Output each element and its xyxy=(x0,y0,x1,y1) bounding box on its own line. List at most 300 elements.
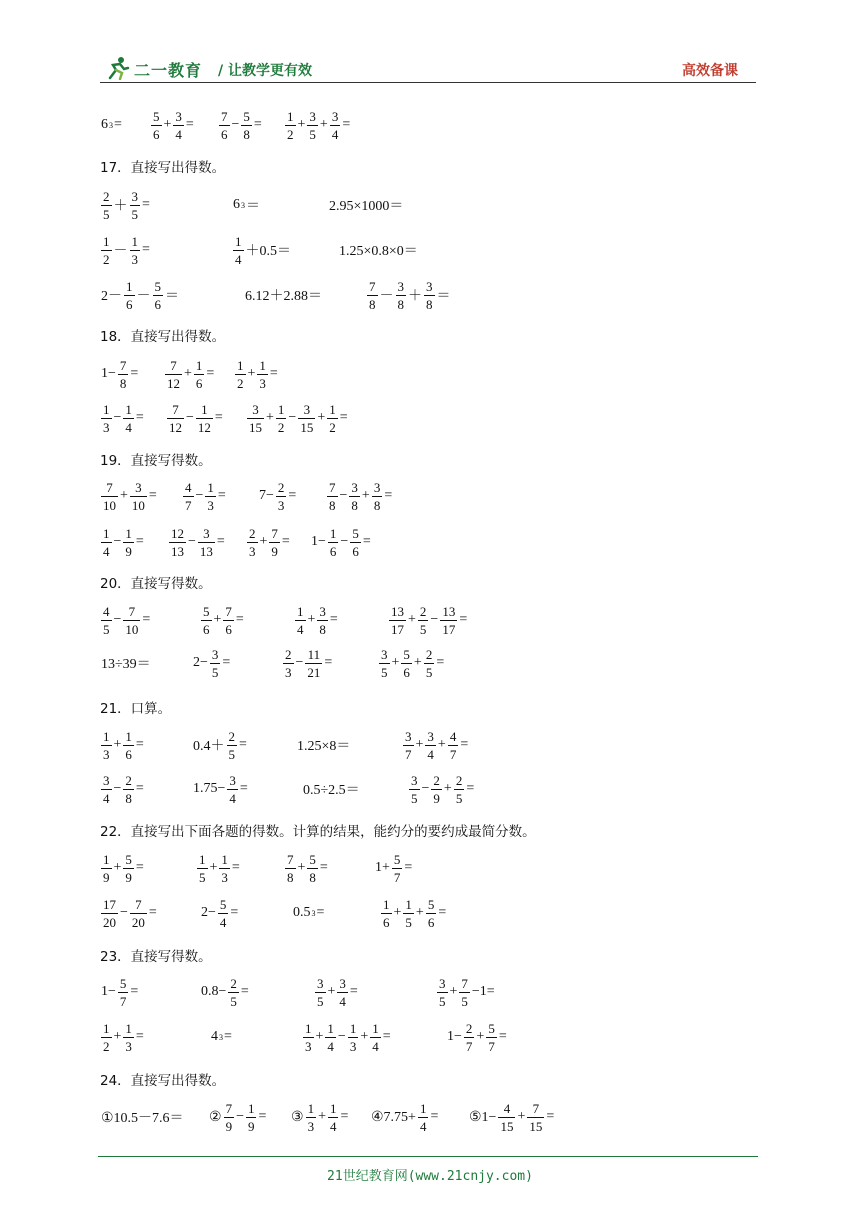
math-problem xyxy=(326,476,393,516)
logo-runner-icon xyxy=(104,56,130,80)
numerator: 3 xyxy=(405,728,412,744)
math-problem xyxy=(166,398,224,438)
fraction xyxy=(418,605,429,636)
math-text: = xyxy=(216,534,225,549)
math-text: − xyxy=(195,488,204,503)
math-problem xyxy=(468,1097,555,1137)
math-text: + xyxy=(259,534,268,549)
footer-text: 21世纪教育网(www.21cnjy.com) xyxy=(327,1169,533,1184)
math-text: 4 xyxy=(211,1029,218,1044)
numerator: 1 xyxy=(287,108,294,124)
math-text: 1.25×8＝ xyxy=(297,739,351,754)
math-text: + xyxy=(163,117,172,132)
denominator: 20 xyxy=(131,914,145,930)
math-text: − xyxy=(288,410,297,425)
denominator: 20 xyxy=(103,914,116,930)
math-text: = xyxy=(235,612,244,627)
fraction xyxy=(295,605,306,636)
section-title: 19．直接写得数。 xyxy=(100,453,212,469)
numerator: 2 xyxy=(433,772,440,788)
numerator: 7 xyxy=(369,278,376,294)
denominator: 7 xyxy=(119,993,127,1009)
math-problem xyxy=(100,893,158,933)
math-problem xyxy=(314,972,359,1012)
numerator: 3 xyxy=(131,188,138,204)
numerator: 7 xyxy=(170,357,177,373)
math-text: = xyxy=(546,1109,555,1124)
denominator: 8 xyxy=(329,497,336,513)
numerator: 5 xyxy=(427,896,435,912)
numerator: 2 xyxy=(125,772,132,788)
fraction xyxy=(151,110,162,141)
numerator: 1 xyxy=(259,357,266,373)
math-text: + xyxy=(317,410,326,425)
numerator: 3 xyxy=(381,646,388,662)
numerator: 1 xyxy=(103,728,110,744)
math-text: + xyxy=(517,1109,526,1124)
denominator: 4 xyxy=(419,1118,427,1134)
math-text: 1− xyxy=(311,534,326,549)
math-problem xyxy=(100,354,139,394)
numerator: 1 xyxy=(125,401,132,417)
math-text: ② xyxy=(209,1109,222,1125)
denominator: 15 xyxy=(300,419,314,435)
fraction xyxy=(101,190,112,221)
math-problem xyxy=(296,725,351,765)
math-problem xyxy=(100,230,151,270)
math-problem xyxy=(366,275,452,315)
math-text: − xyxy=(120,905,128,920)
fraction xyxy=(327,481,338,512)
denominator: 6 xyxy=(126,296,133,312)
denominator: 4 xyxy=(229,790,236,806)
math-text: + xyxy=(360,1029,369,1044)
fraction xyxy=(283,648,294,679)
math-text: − xyxy=(295,655,304,670)
fraction xyxy=(101,481,118,512)
denominator: 4 xyxy=(175,126,182,142)
fraction xyxy=(317,605,328,636)
fraction xyxy=(153,280,164,311)
math-problem xyxy=(246,398,349,438)
numerator: 3 xyxy=(211,646,219,662)
math-text: = xyxy=(459,612,468,627)
math-text: = xyxy=(135,781,144,796)
fraction xyxy=(246,1102,257,1133)
numerator: 7 xyxy=(532,1100,540,1116)
fraction xyxy=(409,774,420,805)
numerator: 1 xyxy=(372,1020,379,1036)
fraction xyxy=(425,730,436,761)
math-problem xyxy=(218,105,263,145)
denominator: 9 xyxy=(225,1118,233,1134)
math-problem xyxy=(100,1097,185,1137)
fraction xyxy=(325,1022,336,1053)
denominator: 5 xyxy=(317,993,324,1009)
math-text: 1.75− xyxy=(193,781,226,796)
fraction xyxy=(257,359,268,390)
fraction xyxy=(328,1102,339,1133)
numerator: 1 xyxy=(131,233,138,249)
fraction xyxy=(101,527,112,558)
fraction xyxy=(227,730,238,761)
fraction xyxy=(424,280,435,311)
math-text: + xyxy=(361,488,370,503)
math-text: − xyxy=(430,612,439,627)
fraction xyxy=(396,280,407,311)
denominator: 17 xyxy=(442,621,456,637)
denominator: 10 xyxy=(131,497,145,513)
fraction xyxy=(219,110,230,141)
denominator: 9 xyxy=(247,1118,255,1134)
numerator: 4 xyxy=(503,1100,511,1116)
math-text: + xyxy=(315,1029,324,1044)
fraction xyxy=(101,235,112,266)
denominator: 5 xyxy=(425,664,433,680)
numerator: 2 xyxy=(465,1020,473,1036)
math-problem xyxy=(338,230,419,270)
numerator: 3 xyxy=(339,975,346,991)
math-text: = xyxy=(253,117,262,132)
math-text: 2－ xyxy=(101,289,122,304)
math-problem xyxy=(282,643,333,683)
fraction xyxy=(350,527,361,558)
denominator: 3 xyxy=(103,419,110,435)
numerator: 3 xyxy=(203,525,210,541)
fraction xyxy=(327,403,338,434)
fraction xyxy=(269,527,280,558)
math-problem xyxy=(100,972,139,1012)
denominator: 6 xyxy=(329,543,337,559)
math-problem xyxy=(200,893,239,933)
math-text: = xyxy=(329,612,338,627)
numerator: 5 xyxy=(153,108,160,124)
denominator: 9 xyxy=(433,790,440,806)
math-text: 6 xyxy=(101,117,108,132)
math-text: = xyxy=(217,488,226,503)
math-text: － xyxy=(136,289,151,304)
fraction xyxy=(424,648,435,679)
numerator: 5 xyxy=(488,1020,495,1036)
denominator: 6 xyxy=(154,296,161,312)
math-problem xyxy=(200,972,250,1012)
fraction xyxy=(197,853,208,884)
numerator: 7 xyxy=(119,357,127,373)
math-text: + xyxy=(415,737,424,752)
math-problem xyxy=(294,600,339,640)
numerator: 1 xyxy=(125,1020,132,1036)
math-text: 2− xyxy=(193,655,208,670)
fraction xyxy=(464,1022,475,1053)
denominator: 5 xyxy=(419,621,427,637)
fraction xyxy=(305,648,322,679)
denominator: 4 xyxy=(103,790,110,806)
fraction xyxy=(389,605,406,636)
math-problem xyxy=(370,1097,439,1137)
math-text: + xyxy=(184,366,192,381)
math-problem xyxy=(100,476,158,516)
math-problem xyxy=(100,105,123,145)
denominator: 3 xyxy=(259,375,266,391)
denominator: 3 xyxy=(307,1118,315,1134)
numerator: 2 xyxy=(277,479,285,495)
numerator: 1 xyxy=(221,851,228,867)
denominator: 17 xyxy=(391,621,404,637)
denominator: 2 xyxy=(103,251,110,267)
math-text: = xyxy=(114,117,122,132)
math-text: － xyxy=(379,289,394,304)
fraction xyxy=(173,110,184,141)
math-text: − xyxy=(231,117,240,132)
denominator: 6 xyxy=(427,914,435,930)
numerator: 1 xyxy=(201,401,208,417)
math-text: 0.8− xyxy=(201,984,227,999)
math-problem xyxy=(380,893,447,933)
denominator: 5 xyxy=(381,664,388,680)
math-text: + xyxy=(413,655,422,670)
math-problem xyxy=(302,1017,392,1057)
math-text: − xyxy=(113,612,122,627)
math-text: = xyxy=(288,488,297,503)
math-text: = xyxy=(281,534,290,549)
fraction xyxy=(130,190,141,221)
fraction xyxy=(223,605,234,636)
numerator: 1 xyxy=(329,401,336,417)
denominator: 5 xyxy=(230,993,237,1009)
math-problem xyxy=(402,725,469,765)
math-text: ⑤1− xyxy=(469,1109,497,1125)
numerator: 7 xyxy=(135,896,142,912)
math-text: = xyxy=(362,534,371,549)
math-text: ＋0.5＝ xyxy=(245,244,291,259)
math-problem xyxy=(100,1017,145,1057)
fraction xyxy=(367,280,378,311)
section-title: 18．直接写出得数。 xyxy=(100,329,226,345)
fraction xyxy=(330,110,341,141)
fraction xyxy=(315,977,326,1008)
math-problem xyxy=(208,1097,267,1137)
numerator: 1 xyxy=(277,401,285,417)
fraction xyxy=(372,481,383,512)
numerator: 7 xyxy=(128,603,136,619)
math-text: = xyxy=(130,984,139,999)
math-problem xyxy=(290,1097,349,1137)
math-text: 1− xyxy=(101,984,116,999)
denominator: 7 xyxy=(185,497,192,513)
numerator: 7 xyxy=(329,479,336,495)
math-text: −1= xyxy=(471,984,495,999)
page-header xyxy=(100,56,760,82)
denominator: 8 xyxy=(243,126,250,142)
denominator: 13 xyxy=(171,543,184,559)
math-text: ＝ xyxy=(436,289,451,304)
fraction xyxy=(123,730,134,761)
denominator: 5 xyxy=(103,621,110,637)
fraction xyxy=(167,403,184,434)
numerator: 3 xyxy=(309,108,316,124)
denominator: 4 xyxy=(125,419,132,435)
fraction xyxy=(381,898,392,929)
math-text: ④7.75+ xyxy=(371,1109,416,1125)
denominator: 7 xyxy=(449,746,457,762)
header-right-label: 高效备课 xyxy=(682,63,738,79)
math-text: 13÷39＝ xyxy=(101,657,151,672)
numerator: 1 xyxy=(419,1100,427,1116)
math-text: + xyxy=(209,860,218,875)
fraction xyxy=(124,280,135,311)
denominator: 2 xyxy=(329,419,336,435)
numerator: 1 xyxy=(103,851,110,867)
math-text: = xyxy=(342,117,351,132)
math-text: 1.25×0.8×0＝ xyxy=(339,244,418,259)
fraction xyxy=(194,359,205,390)
denominator: 8 xyxy=(309,869,316,885)
numerator: 3 xyxy=(439,975,446,991)
denominator: 9 xyxy=(103,869,110,885)
denominator: 3 xyxy=(277,497,285,513)
numerator: 5 xyxy=(403,646,410,662)
denominator: 15 xyxy=(249,419,262,435)
math-text: = xyxy=(382,1029,391,1044)
fraction xyxy=(123,527,134,558)
numerator: 11 xyxy=(307,646,321,662)
math-text: = xyxy=(339,410,348,425)
math-problem xyxy=(192,769,249,809)
denominator: 15 xyxy=(500,1118,514,1134)
numerator: 5 xyxy=(309,851,316,867)
fraction xyxy=(123,853,134,884)
denominator: 4 xyxy=(427,746,434,762)
numerator: 3 xyxy=(373,479,381,495)
fraction xyxy=(228,977,239,1008)
denominator: 8 xyxy=(119,375,127,391)
numerator: 1 xyxy=(329,1100,337,1116)
math-text: ＝ xyxy=(246,199,260,214)
numerator: 5 xyxy=(393,851,401,867)
math-text: = xyxy=(319,860,328,875)
denominator: 10 xyxy=(125,621,139,637)
math-text: + xyxy=(476,1029,485,1044)
numerator: 2 xyxy=(285,646,292,662)
fraction xyxy=(328,527,339,558)
fraction xyxy=(392,853,403,884)
numerator: 7 xyxy=(461,975,468,991)
math-text: = xyxy=(316,905,325,920)
math-text: = xyxy=(130,366,139,381)
fraction xyxy=(348,1022,359,1053)
numerator: 2 xyxy=(425,646,433,662)
math-text: = xyxy=(438,905,447,920)
denominator: 5 xyxy=(309,126,316,142)
math-text: = xyxy=(185,117,194,132)
denominator: 4 xyxy=(339,993,346,1009)
math-text: ＋ xyxy=(408,289,422,304)
denominator: 4 xyxy=(327,1038,334,1054)
fraction xyxy=(527,1102,544,1133)
numerator: 2 xyxy=(103,188,110,204)
denominator: 6 xyxy=(383,914,390,930)
math-problem xyxy=(408,769,475,809)
math-problem xyxy=(244,275,323,315)
fraction xyxy=(101,774,112,805)
fraction xyxy=(498,1102,515,1133)
denominator: 5 xyxy=(405,914,412,930)
numerator: 7 xyxy=(172,401,179,417)
fraction xyxy=(303,1022,314,1053)
denominator: 5 xyxy=(199,869,206,885)
fraction xyxy=(247,403,264,434)
math-text: + xyxy=(113,737,122,752)
denominator: 8 xyxy=(319,621,326,637)
math-problem xyxy=(292,893,325,933)
math-text: + xyxy=(318,1109,326,1124)
denominator: 12 xyxy=(167,375,180,391)
fraction xyxy=(130,481,147,512)
math-text: = xyxy=(384,488,393,503)
math-text: = xyxy=(239,781,248,796)
denominator: 6 xyxy=(225,621,232,637)
denominator: 6 xyxy=(195,375,203,391)
denominator: 9 xyxy=(271,543,278,559)
fraction xyxy=(276,481,287,512)
numerator: 2 xyxy=(228,728,235,744)
fraction xyxy=(101,1022,112,1053)
denominator: 3 xyxy=(125,1038,132,1054)
numerator: 7 xyxy=(106,479,113,495)
fraction xyxy=(123,605,140,636)
math-problem xyxy=(210,1017,233,1057)
fraction xyxy=(426,898,437,929)
math-problem xyxy=(182,476,227,516)
math-problem xyxy=(310,522,372,562)
math-text: = xyxy=(135,1029,144,1044)
math-text: − xyxy=(421,781,430,796)
numerator: 12 xyxy=(171,525,184,541)
math-text: + xyxy=(297,117,306,132)
exponent: 3 xyxy=(219,1032,223,1042)
math-text: = xyxy=(148,905,157,920)
math-text: = xyxy=(135,860,144,875)
math-text: + xyxy=(266,410,274,425)
math-text: − xyxy=(340,534,349,549)
numerator: 3 xyxy=(319,603,326,619)
math-problem xyxy=(258,476,297,516)
fraction xyxy=(459,977,470,1008)
denominator: 21 xyxy=(307,664,321,680)
fraction xyxy=(298,403,315,434)
numerator: 5 xyxy=(119,975,127,991)
math-text: 6.12＋2.88＝ xyxy=(245,289,322,304)
math-text: + xyxy=(415,905,424,920)
numerator: 5 xyxy=(219,896,227,912)
denominator: 7 xyxy=(465,1038,473,1054)
math-problem xyxy=(100,643,152,683)
numerator: 3 xyxy=(411,772,418,788)
math-text: = xyxy=(142,197,150,212)
denominator: 5 xyxy=(103,206,110,222)
math-text: 1+ xyxy=(375,860,390,875)
math-text: = xyxy=(148,488,157,503)
denominator: 5 xyxy=(439,993,446,1009)
math-text: + xyxy=(393,905,402,920)
numerator: 3 xyxy=(351,479,358,495)
math-text: = xyxy=(222,655,231,670)
numerator: 3 xyxy=(103,772,110,788)
denominator: 4 xyxy=(235,251,242,267)
header-slogan: / 让教学更有效 xyxy=(218,63,312,79)
fraction xyxy=(205,481,216,512)
fraction xyxy=(118,359,129,390)
